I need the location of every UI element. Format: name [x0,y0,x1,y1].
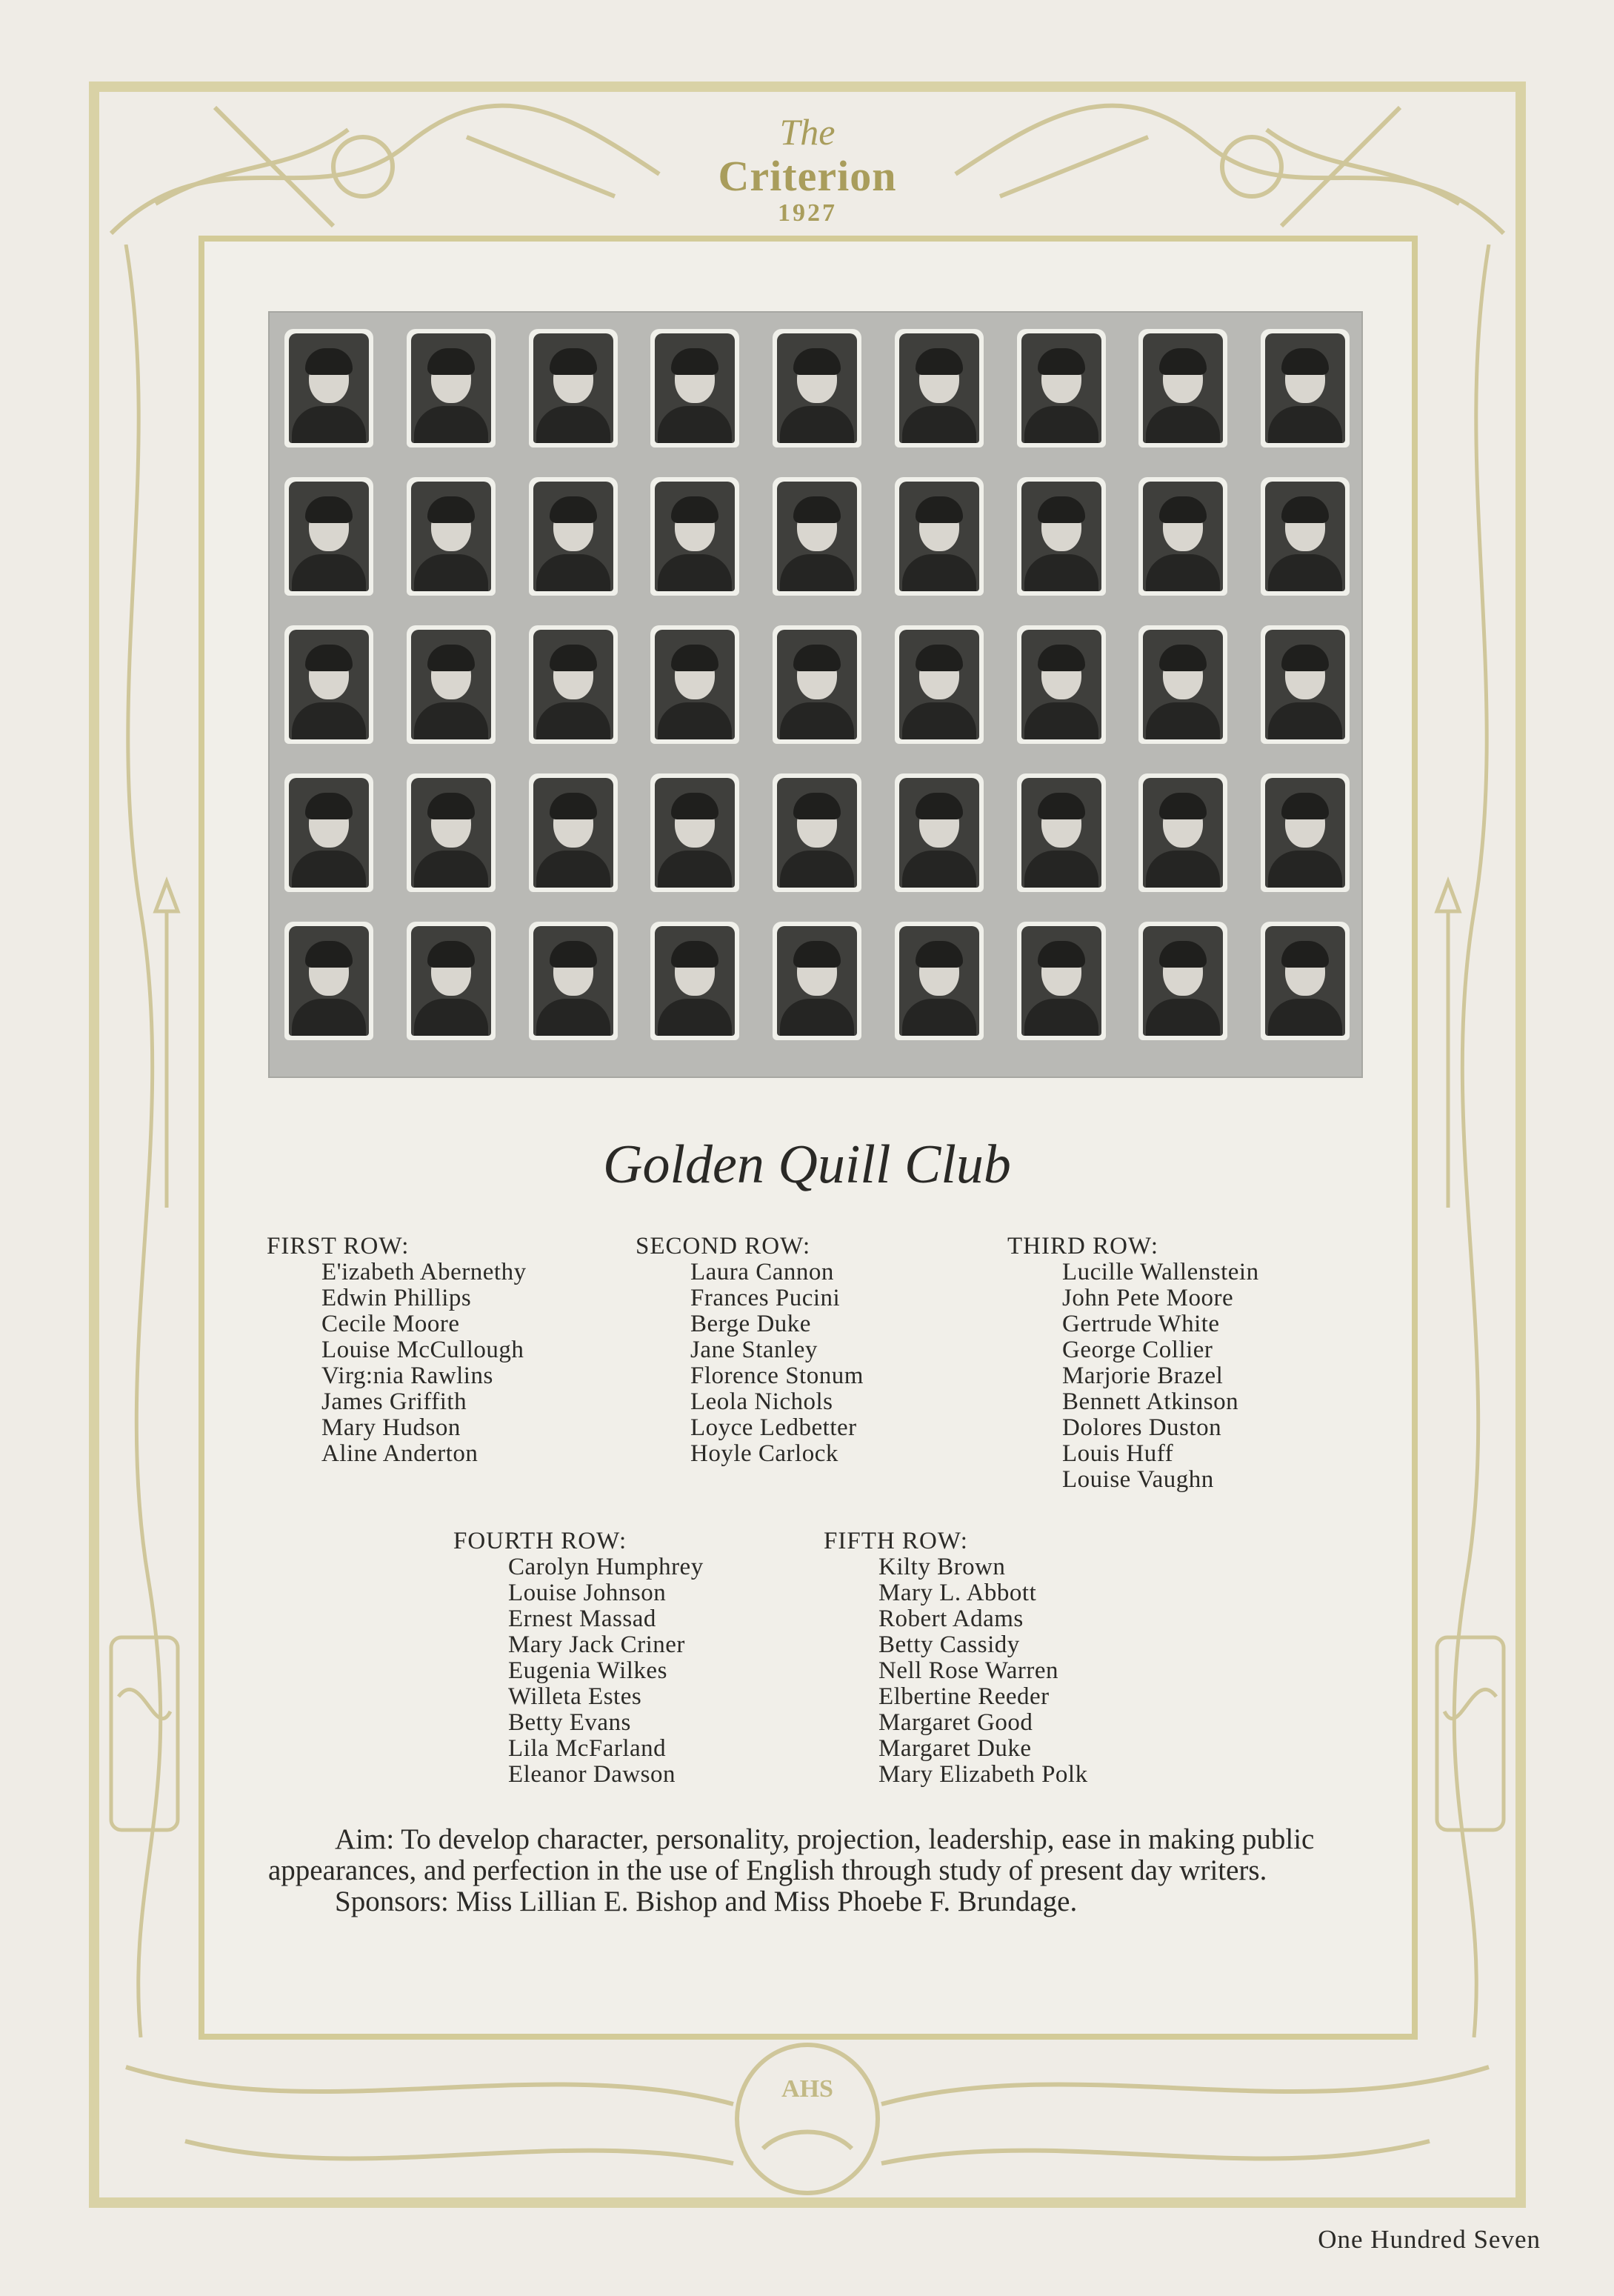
member-portrait [773,477,861,596]
member-portrait [1017,922,1106,1040]
roster-list [636,1260,864,1467]
member-portrait [1261,773,1350,892]
member-portrait [650,329,739,447]
member-portrait [284,773,373,892]
roster-heading: SECOND ROW: [636,1233,811,1260]
roster-name: Betty Cassidy [878,1631,1020,1658]
member-portrait [407,477,496,596]
roster-name: Lucille Wallenstein [1062,1259,1259,1285]
member-portrait [895,773,984,892]
member-portrait [895,329,984,447]
member-portrait [895,625,984,744]
roster-name: Hoyle Carlock [690,1440,838,1467]
crest-lettering: AHS [781,2075,833,2103]
club-photo-panel [268,311,1363,1078]
roster-name: Virg:nia Rawlins [321,1362,493,1389]
roster-list [267,1260,527,1467]
roster-name: Mary Elizabeth Polk [878,1761,1088,1788]
roster-name: Margaret Duke [878,1735,1032,1762]
member-portrait [284,477,373,596]
roster-third-row [1007,1234,1259,1493]
member-portrait [284,329,373,447]
member-portrait [1017,477,1106,596]
member-portrait [529,922,618,1040]
roster-name: Louise Johnson [508,1580,667,1606]
member-portrait [650,625,739,744]
roster-name: Edwin Phillips [321,1285,472,1311]
roster-name: E'izabeth Abernethy [321,1259,527,1285]
member-portrait [529,477,618,596]
member-portrait [529,329,618,447]
member-portrait [407,329,496,447]
aim-statement [268,1824,1379,1917]
member-portrait [1261,329,1350,447]
aim-text: Aim: To develop character, personality, projection, leadership, ease in making public appearances, and perfection in the use of English through study of present day writers. [268,1823,1315,1886]
member-portrait [1138,773,1227,892]
roster-name: Mary L. Abbott [878,1580,1037,1606]
masthead-the: The [779,111,836,153]
roster-list [1007,1260,1259,1493]
roster-name: John Pete Moore [1062,1285,1234,1311]
member-portrait [1017,773,1106,892]
bottom-ornament [96,2037,1518,2200]
member-portrait [1017,625,1106,744]
roster-list [824,1554,1088,1788]
roster-fourth-row [453,1528,704,1788]
member-portrait [407,625,496,744]
roster-name: Eleanor Dawson [508,1761,676,1788]
roster-name: Aline Anderton [321,1440,478,1467]
member-portrait [529,625,618,744]
roster-list [453,1554,704,1788]
roster-second-row [636,1234,864,1467]
roster-name: James Griffith [321,1388,467,1415]
member-portrait [1261,477,1350,596]
roster-name: Elbertine Reeder [878,1683,1050,1710]
roster-heading: FIRST ROW: [267,1233,410,1260]
roster-name: Gertrude White [1062,1311,1220,1337]
member-portrait [773,329,861,447]
member-portrait [1138,329,1227,447]
member-portrait [407,773,496,892]
roster-heading: THIRD ROW: [1007,1233,1159,1260]
member-portrait [407,922,496,1040]
member-portrait [650,477,739,596]
roster-name: Eugenia Wilkes [508,1657,667,1684]
roster-name: Louise McCullough [321,1337,524,1363]
masthead [711,111,904,227]
member-portrait [1138,625,1227,744]
roster-heading: FIFTH ROW: [824,1528,968,1554]
roster-name: Cecile Moore [321,1311,460,1337]
member-portrait [284,922,373,1040]
club-title: Golden Quill Club [603,1134,1011,1195]
roster-name: Ernest Massad [508,1605,656,1632]
roster-name: Dolores Duston [1062,1414,1222,1441]
member-portrait [895,477,984,596]
roster-name: Lila McFarland [508,1735,667,1762]
sponsors-text: Sponsors: Miss Lillian E. Bishop and Miss Phoebe F. Brundage. [335,1886,1078,1917]
member-portrait [1138,922,1227,1040]
roster-name: Marjorie Brazel [1062,1362,1224,1389]
roster-name: Leola Nichols [690,1388,833,1415]
member-portrait [773,922,861,1040]
member-portrait [284,625,373,744]
roster-name: Robert Adams [878,1605,1024,1632]
roster-name: Margaret Good [878,1709,1033,1736]
roster-name: Nell Rose Warren [878,1657,1058,1684]
roster-fifth-row [824,1528,1088,1788]
masthead-year: 1927 [778,199,837,227]
masthead-title: Criterion [718,152,897,200]
roster-name: Willeta Estes [508,1683,642,1710]
page-number: One Hundred Seven [1318,2225,1541,2254]
roster-name: Kilty Brown [878,1554,1006,1580]
roster-name: Berge Duke [690,1311,811,1337]
roster-name: Laura Cannon [690,1259,834,1285]
member-portrait [1017,329,1106,447]
member-portrait [773,773,861,892]
member-portrait [1138,477,1227,596]
roster-name: Loyce Ledbetter [690,1414,857,1441]
member-portrait [1261,625,1350,744]
member-portrait [1261,922,1350,1040]
roster-name: Carolyn Humphrey [508,1554,704,1580]
roster-name: Frances Pucini [690,1285,841,1311]
roster-name: Florence Stonum [690,1362,864,1389]
member-portrait [650,922,739,1040]
member-portrait [529,773,618,892]
roster-name: George Collier [1062,1337,1213,1363]
roster-name: Mary Jack Criner [508,1631,685,1658]
member-portrait [773,625,861,744]
roster-name: Jane Stanley [690,1337,818,1363]
roster-name: Bennett Atkinson [1062,1388,1239,1415]
roster-name: Betty Evans [508,1709,631,1736]
roster-name: Louis Huff [1062,1440,1174,1467]
roster-heading: FOURTH ROW: [453,1528,627,1554]
member-portrait [650,773,739,892]
roster-first-row [267,1234,527,1467]
member-portrait [895,922,984,1040]
roster-name: Louise Vaughn [1062,1466,1214,1493]
roster-name: Mary Hudson [321,1414,461,1441]
